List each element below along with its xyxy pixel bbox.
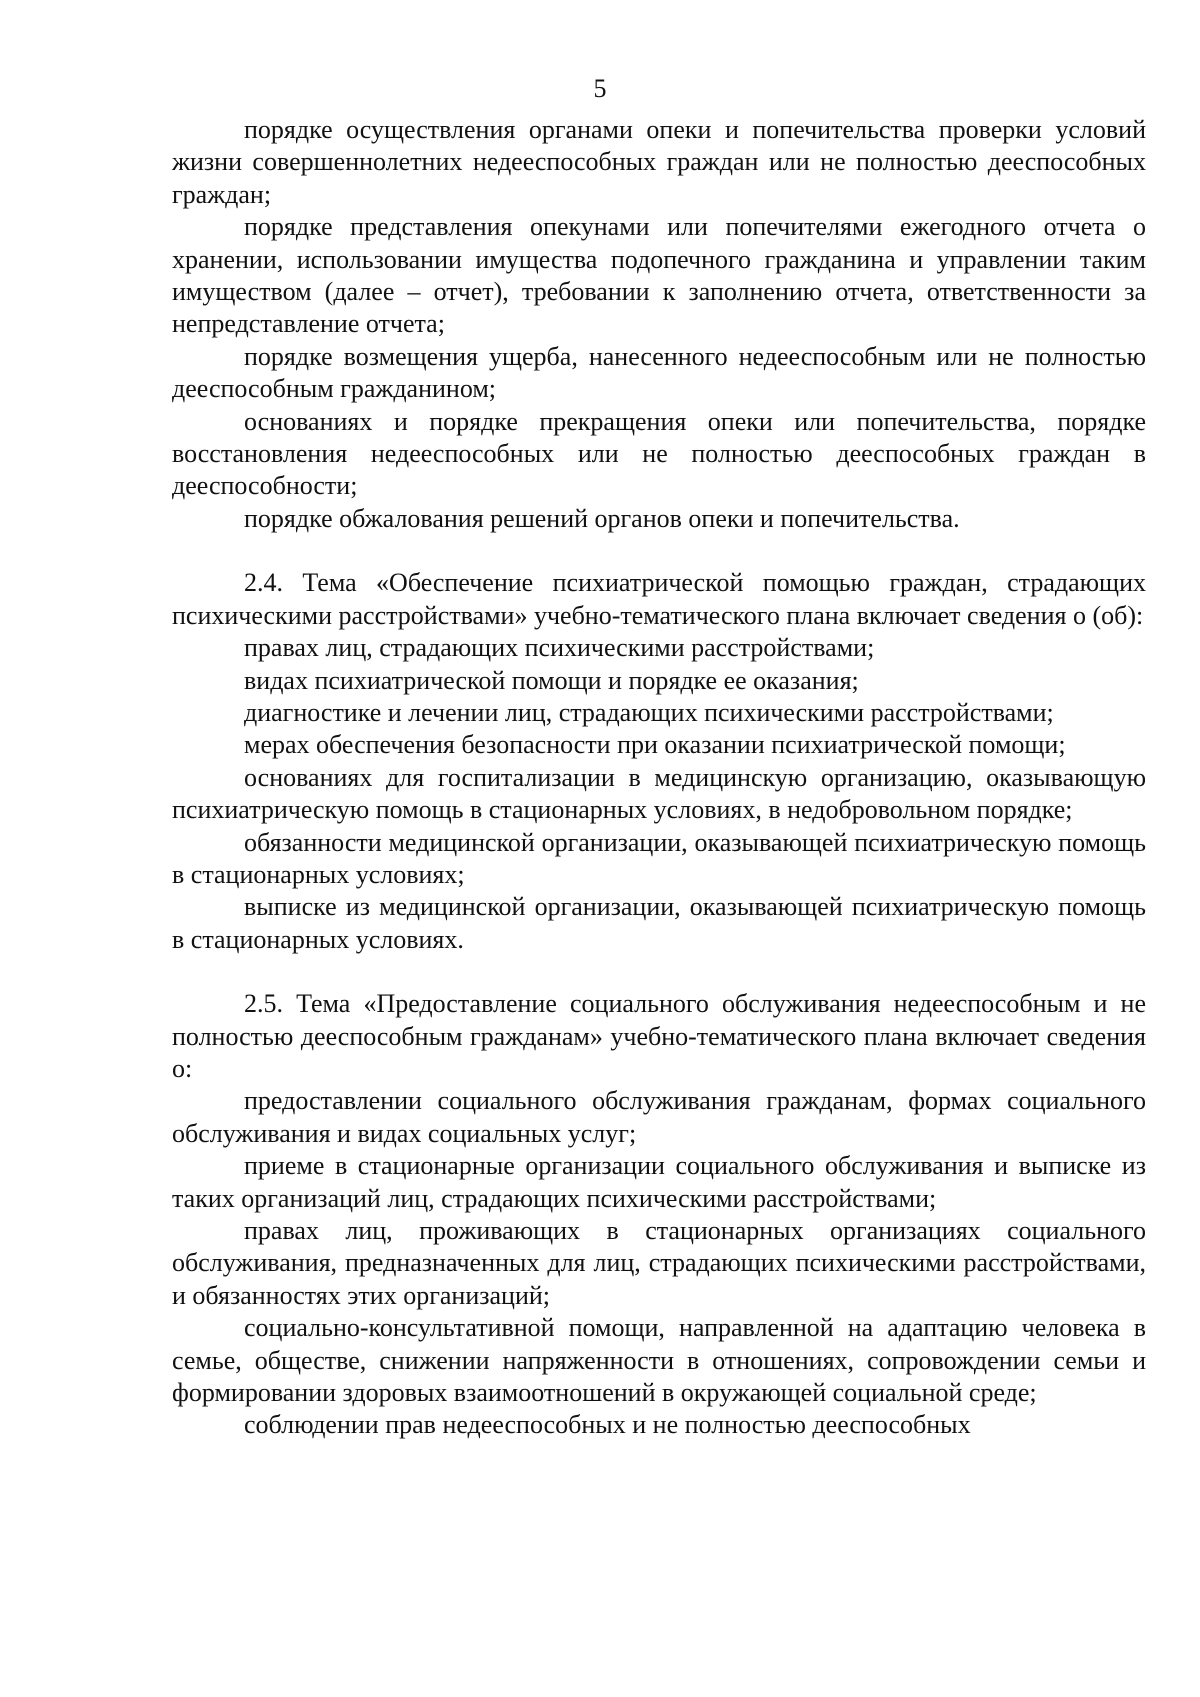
paragraph: основаниях и порядке прекращения опеки или попечительства, порядке восстановления недееспособных или не полностью дееспособных граждан в дееспособности; [172,406,1146,501]
paragraph: диагностике и лечении лиц, страдающих психическими расстройствами; [244,697,1054,727]
paragraph: правах лиц, проживающих в стационарных организациях социального обслуживания, предназначенных для лиц, страдающих психическими расстройствами, и обязанностях этих организаций; [172,1216,1146,1310]
paragraph: видах психиатрической помощи и порядке ее оказания; [244,665,859,695]
paragraph: социально-консультативной помощи, направленной на адаптацию человека в семье, обществе, снижении напряженности в отношениях, сопровождении семьи и формировании здоровых взаимоотношений в окружающей социальной среде; [172,1313,1146,1408]
section-heading-2-4: 2.4. Тема «Обеспечение психиатрической помощью граждан, страдающих психическими расстройствами» учебно-тематического плана включает сведения о (об): [172,568,1146,630]
paragraph: приеме в стационарные организации социального обслуживания и выписке из таких организаций лиц, страдающих психическими расстройствами; [172,1151,1146,1213]
section-heading-2-5: 2.5. Тема «Предоставление социального обслуживания недееспособным и не полностью дееспособным гражданам» учебно-тематического плана включает сведения о: [172,989,1146,1083]
paragraph: обязанности медицинской организации, оказывающей психиатрическую помощь в стационарных условиях; [172,827,1146,889]
document-body [172,114,1146,1442]
paragraph: порядке возмещения ущерба, нанесенного недееспособным или не полностью дееспособным гражданином; [172,341,1146,404]
paragraph: соблюдении прав недееспособных и не полностью дееспособных [244,1410,971,1440]
paragraph: мерах обеспечения безопасности при оказании психиатрической помощи; [244,730,1066,760]
paragraph: порядке обжалования решений органов опеки и попечительства. [244,503,960,533]
paragraph: порядке осуществления органами опеки и попечительства проверки условий жизни совершеннолетних недееспособных граждан или не полностью дееспособных граждан; [172,115,1146,209]
paragraph: выписке из медицинской организации, оказывающей психиатрическую помощь в стационарных условиях. [172,892,1146,954]
paragraph: правах лиц, страдающих психическими расстройствами; [244,633,875,663]
paragraph: порядке представления опекунами или попечителями ежегодного отчета о хранении, использовании имущества подопечного гражданина и управлении таким имуществом (далее – отчет), требовании к заполнению отчета, ответственности за непредставление отчета; [172,212,1146,339]
paragraph: основаниях для госпитализации в медицинскую организацию, оказывающую психиатрическую помощь в стационарных условиях, в недобровольном порядке; [172,762,1146,825]
paragraph: предоставлении социального обслуживания гражданам, формах социального обслуживания и видах социальных услуг; [172,1086,1146,1148]
page-number: 5 [593,74,607,103]
